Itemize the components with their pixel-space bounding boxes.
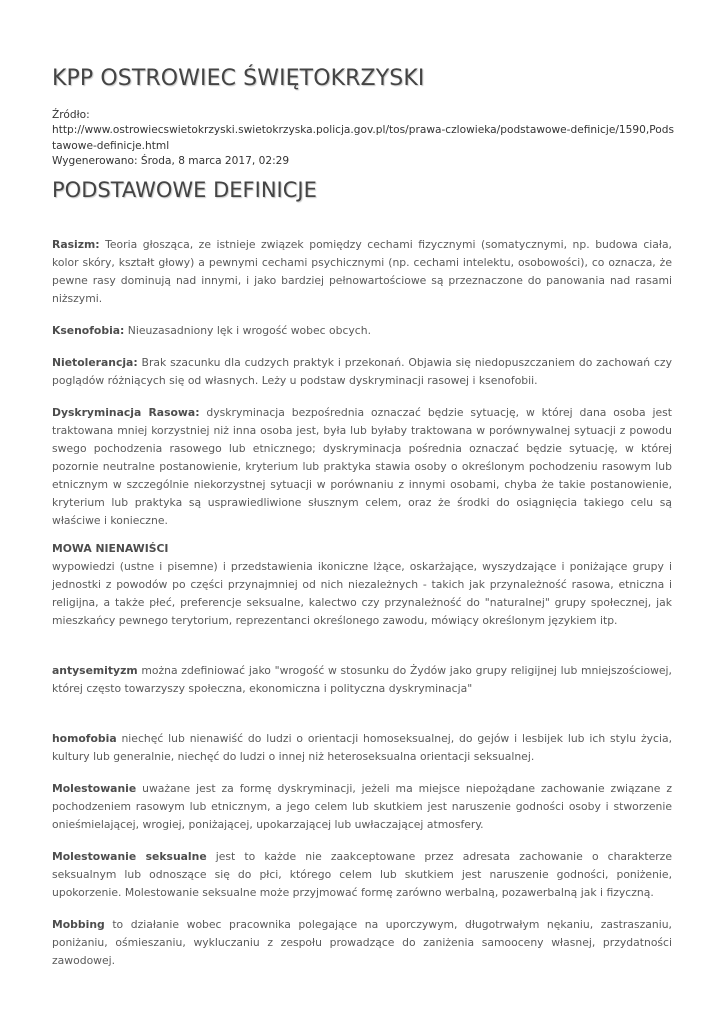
definitions-content <box>52 236 672 970</box>
definition-paragraph <box>52 322 672 340</box>
definition-text: niechęć lub nienawiść do ludzi o orientacji homoseksualnej, do gejów i lesbijek lub ich stylu życia, kultury lub generalnie, niechęć do ludzi o innej niż heteroseksualna orientacji seksualnej. <box>52 732 672 763</box>
definition-paragraph <box>52 662 672 698</box>
definition-text: wypowiedzi (ustne i pisemne) i przedstawienia ikoniczne lżące, oskarżające, wyszydzające i poniżające grupy i jednostki z powodów po części przynajmniej od nich niezależnych - takich jak przynależność rasowa, etniczna i religijna, a także płeć, preferencje seksualne, kalectwo czy przynależność do "naturalnej" grupy społecznej, jak mieszkańcy pewnego terytorium, reprezentanci określonego zawodu, mówiący określonym językiem itp. <box>52 560 672 627</box>
definition-term: Dyskryminacja Rasowa: <box>52 406 200 419</box>
definition-text: Brak szacunku dla cudzych praktyk i przekonań. Objawia się niedopuszczaniem do zachowań czy poglądów różniących się od własnych. Leży u podstaw dyskryminacji rasowej i ksenofobii. <box>52 356 672 387</box>
definition-term: Molestowanie <box>52 782 137 795</box>
definition-paragraph <box>52 780 672 834</box>
definition-text: dyskryminacja bezpośrednia oznaczać będzie sytuację, w której dana osoba jest traktowana mniej korzystniej niż inna osoba jest, była lub byłaby traktowana w porównywalnej sytuacji z powodu swego pochodzenia rasowego lub etnicznego; dyskryminacja pośrednia oznaczać będzie sytuację, w której pozornie neutralne postanowienie, kryterium lub praktyka stawia osoby o określonym pochodzeniu rasowym lub etnicznym w szczególnie niekorzystnej sytuacji w porównaniu z innymi osobami, chyba że takie postanowienie, kryterium lub praktyka są usprawiedliwione słusznym celem, oraz że środki do osiągnięcia takiego celu są właściwe i konieczne. <box>52 406 672 527</box>
definition-term: Mobbing <box>52 918 105 931</box>
document-meta <box>52 108 677 170</box>
definition-text: można zdefiniować jako "wrogość w stosunku do Żydów jako grupy religijnej lub mniejszościowej, której często towarzyszy społeczna, ekonomiczna i polityczna dyskryminacja" <box>52 664 672 695</box>
definition-term: homofobia <box>52 732 117 745</box>
definition-paragraph <box>52 354 672 390</box>
definition-paragraph <box>52 236 672 308</box>
definition-term: antysemityzm <box>52 664 138 677</box>
definition-text: to działanie wobec pracownika polegające na uporczywym, długotrwałym nękaniu, zastraszaniu, poniżaniu, ośmieszaniu, wykluczaniu z zespołu prowadzące do zaniżenia samooceny własnej, przydatności zawodowej. <box>52 918 672 967</box>
definition-term: Rasizm: <box>52 238 100 251</box>
definition-paragraph <box>52 730 672 766</box>
document-title: PODSTAWOWE DEFINICJE <box>52 178 317 202</box>
definition-text: Nieuzasadniony lęk i wrogość wobec obcych. <box>124 324 372 337</box>
site-title: KPP OSTROWIEC ŚWIĘTOKRZYSKI <box>52 66 425 91</box>
definition-term: Ksenofobia: <box>52 324 125 337</box>
definition-paragraph <box>52 540 672 630</box>
definition-paragraph <box>52 916 672 970</box>
definition-term: MOWA NIENAWIŚCI <box>52 542 169 555</box>
definition-text: uważane jest za formę dyskryminacji, jeżeli ma miejsce niepożądane zachowanie związane z pochodzeniem rasowym lub etnicznym, a jego celem lub skutkiem jest naruszenie godności osoby i stworzenie onieśmielającej, wrogiej, poniżającej, upokarzającej lub uwłaczającej atmosfery. <box>52 782 672 831</box>
definition-text: Teoria głosząca, ze istnieje związek pomiędzy cechami fizycznymi (somatycznymi, np. budowa ciała, kolor skóry, kształt głowy) a pewnymi cechami psychicznymi (np. cechami intelektu, osobowości), co oznacza, że pewne rasy dominują nad innymi, i jako bardziej pełnowartościowe są przeznaczone do panowania nad rasami niższymi. <box>52 238 672 305</box>
definition-term: Nietolerancja: <box>52 356 138 369</box>
definition-paragraph <box>52 848 672 902</box>
definition-term: Molestowanie seksualne <box>52 850 207 863</box>
definition-text: jest to każde nie zaakceptowane przez adresata zachowanie o charakterze seksualnym lub odnoszące się do płci, którego celem lub skutkiem jest naruszenie godności, poniżenie, upokorzenie. Molestowanie seksualne może przyjmować formę zarówno werbalną, pozawerbalną jak i fizyczną. <box>52 850 672 899</box>
source-label: Źródło: <box>52 109 90 121</box>
generated-date: Wygenerowano: Środa, 8 marca 2017, 02:29 <box>52 155 290 168</box>
definition-paragraph <box>52 404 672 530</box>
source-url[interactable]: http://www.ostrowiecswietokrzyski.swietokrzyska.policja.gov.pl/tos/prawa-czlowieka/podstawowe-definicje/1590,Podstawowe-definicje.html <box>52 124 674 152</box>
